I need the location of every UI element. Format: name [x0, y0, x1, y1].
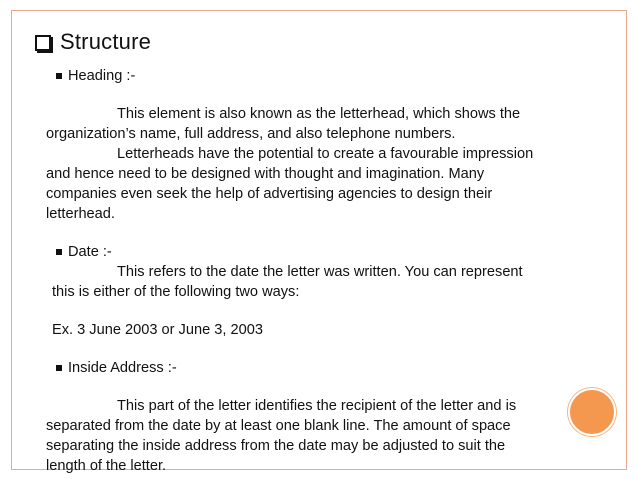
checkbox-icon [35, 35, 51, 51]
paragraph-line: this is either of the following two ways: [52, 284, 300, 300]
paragraph-line: separated from the date by at least one blank line. The amount of space [46, 418, 511, 434]
square-bullet-icon [56, 73, 62, 79]
bullet-label: Heading :- [68, 68, 136, 84]
paragraph-line: This refers to the date the letter was written. You can represent [117, 264, 523, 280]
square-bullet-icon [56, 365, 62, 371]
paragraph-line: companies even seek the help of advertising agencies to design their [46, 186, 493, 202]
slide-title-row [35, 27, 151, 57]
square-bullet-icon [56, 249, 62, 255]
bullet-label: Inside Address :- [68, 360, 177, 376]
paragraph-line: and hence need to be designed with thought and imagination. Many [46, 166, 485, 182]
paragraph-line: This element is also known as the letterhead, which shows the [117, 106, 521, 122]
slide-title: Structure [60, 29, 152, 54]
bullet-heading [54, 66, 594, 86]
date-example: Ex. 3 June 2003 or June 3, 2003 [52, 322, 263, 338]
paragraph-line: letterhead. [46, 206, 115, 222]
bullet-inside-address [54, 358, 594, 378]
bullet-label: Date :- [68, 244, 112, 260]
paragraph-line: separating the inside address from the date may be adjusted to suit the [46, 438, 506, 454]
paragraph-line: length of the letter. [46, 458, 167, 474]
paragraph-line: Letterheads have the potential to create a favourable impression [117, 146, 534, 162]
slide-content [46, 66, 594, 476]
paragraph-line: This part of the letter identifies the recipient of the letter and is [117, 398, 517, 414]
bullet-date [54, 242, 594, 262]
paragraph-line: organization’s name, full address, and also telephone numbers. [46, 126, 456, 142]
